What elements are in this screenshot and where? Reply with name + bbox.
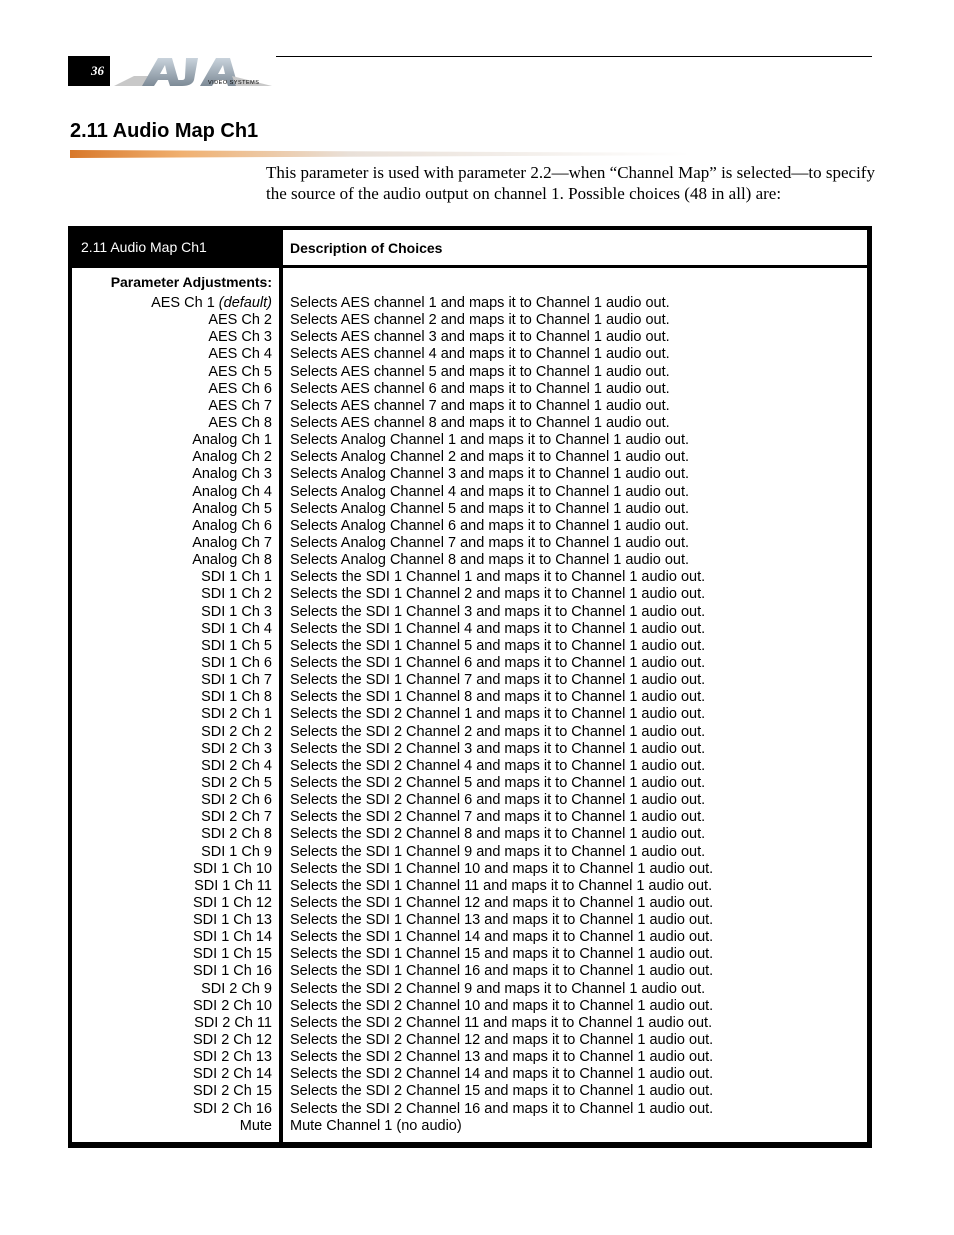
choice-item bbox=[72, 638, 279, 655]
description-item: Selects AES channel 3 and maps it to Channel 1 audio out. bbox=[290, 329, 670, 346]
choice-item bbox=[72, 689, 279, 706]
description-item: Mute Channel 1 (no audio) bbox=[290, 1117, 462, 1134]
description-item: Selects AES channel 4 and maps it to Channel 1 audio out. bbox=[290, 346, 670, 363]
choice-item bbox=[72, 501, 279, 518]
description-item: Selects the SDI 2 Channel 7 and maps it to Channel 1 audio out. bbox=[290, 809, 706, 826]
logo-subtext: VIDEO SYSTEMS bbox=[208, 80, 260, 86]
choice-label: SDI 2 Ch 14 bbox=[193, 1066, 272, 1083]
choice-label: AES Ch 5 bbox=[208, 363, 272, 380]
header-rule bbox=[276, 56, 872, 57]
choice-item bbox=[72, 758, 279, 775]
choice-item bbox=[72, 998, 279, 1015]
choice-label: SDI 1 Ch 16 bbox=[193, 963, 272, 980]
description-item: Selects the SDI 2 Channel 8 and maps it to Channel 1 audio out. bbox=[290, 826, 706, 843]
choice-item bbox=[72, 1083, 279, 1100]
choice-label: Analog Ch 7 bbox=[192, 534, 272, 551]
description-item: Selects the SDI 1 Channel 9 and maps it to Channel 1 audio out. bbox=[290, 843, 706, 860]
choice-label: SDI 2 Ch 5 bbox=[201, 774, 272, 791]
description-item: Selects the SDI 2 Channel 4 and maps it to Channel 1 audio out. bbox=[290, 757, 706, 774]
description-item: Selects Analog Channel 2 and maps it to Channel 1 audio out. bbox=[290, 449, 690, 466]
description-item: Selects the SDI 2 Channel 14 and maps it to Channel 1 audio out. bbox=[290, 1066, 714, 1083]
choice-item bbox=[72, 449, 279, 466]
choice-label: SDI 1 Ch 7 bbox=[201, 672, 272, 689]
description-item: Selects AES channel 7 and maps it to Channel 1 audio out. bbox=[290, 397, 670, 414]
choice-label: SDI 2 Ch 13 bbox=[193, 1049, 272, 1066]
table-header-parameter: 2.11 Audio Map Ch1 bbox=[71, 229, 279, 265]
choice-item bbox=[72, 981, 279, 998]
choice-label: SDI 1 Ch 13 bbox=[193, 912, 272, 929]
description-item: Selects the SDI 2 Channel 6 and maps it to Channel 1 audio out. bbox=[290, 792, 706, 809]
choice-item bbox=[72, 329, 279, 346]
description-item: Selects AES channel 5 and maps it to Channel 1 audio out. bbox=[290, 363, 670, 380]
description-item: Selects AES channel 8 and maps it to Channel 1 audio out. bbox=[290, 414, 670, 431]
choice-item bbox=[72, 861, 279, 878]
choice-item bbox=[72, 535, 279, 552]
description-item: Selects AES channel 2 and maps it to Channel 1 audio out. bbox=[290, 312, 670, 329]
choice-label: SDI 1 Ch 10 bbox=[193, 860, 272, 877]
choice-item bbox=[72, 621, 279, 638]
adjustments-label: Parameter Adjustments: bbox=[110, 274, 272, 290]
choice-item bbox=[72, 844, 279, 861]
description-item: Selects Analog Channel 8 and maps it to Channel 1 audio out. bbox=[290, 552, 690, 569]
description-item: Selects the SDI 2 Channel 15 and maps it to Channel 1 audio out. bbox=[290, 1083, 714, 1100]
description-item: Selects the SDI 1 Channel 8 and maps it to Channel 1 audio out. bbox=[290, 689, 706, 706]
choice-item bbox=[72, 569, 279, 586]
description-item: Selects the SDI 1 Channel 16 and maps it to Channel 1 audio out. bbox=[290, 963, 714, 980]
choice-item bbox=[72, 809, 279, 826]
choice-label: SDI 2 Ch 10 bbox=[193, 997, 272, 1014]
choice-item bbox=[72, 1066, 279, 1083]
choice-label: SDI 1 Ch 5 bbox=[201, 637, 272, 654]
section-title: 2.11 Audio Map Ch1 bbox=[70, 120, 259, 142]
choice-item bbox=[72, 346, 279, 363]
default-note: (default) bbox=[218, 295, 272, 311]
choice-label: SDI 1 Ch 15 bbox=[193, 946, 272, 963]
description-item: Selects the SDI 2 Channel 5 and maps it to Channel 1 audio out. bbox=[290, 774, 706, 791]
description-item: Selects the SDI 1 Channel 15 and maps it to Channel 1 audio out. bbox=[290, 946, 714, 963]
choice-label: SDI 2 Ch 7 bbox=[201, 809, 272, 826]
description-item: Selects Analog Channel 7 and maps it to Channel 1 audio out. bbox=[290, 534, 690, 551]
choice-label: SDI 2 Ch 8 bbox=[201, 826, 272, 843]
choice-item bbox=[72, 1118, 279, 1135]
description-item: Selects the SDI 2 Channel 11 and maps it to Channel 1 audio out. bbox=[290, 1014, 713, 1031]
choice-label: SDI 1 Ch 6 bbox=[201, 654, 272, 671]
choice-label: SDI 1 Ch 9 bbox=[201, 843, 272, 860]
choice-item bbox=[72, 706, 279, 723]
choice-label: AES Ch 7 bbox=[208, 397, 272, 414]
choice-item bbox=[72, 432, 279, 449]
choice-item bbox=[72, 741, 279, 758]
choice-label: SDI 2 Ch 4 bbox=[201, 757, 272, 774]
description-item: Selects the SDI 2 Channel 16 and maps it to Channel 1 audio out. bbox=[290, 1100, 714, 1117]
description-item: Selects AES channel 1 and maps it to Channel 1 audio out. bbox=[290, 295, 670, 311]
choice-item bbox=[72, 484, 279, 501]
choice-label: SDI 2 Ch 15 bbox=[193, 1083, 272, 1100]
choice-label: AES Ch 6 bbox=[208, 380, 272, 397]
page-number: 36 bbox=[68, 56, 110, 86]
choice-item bbox=[72, 364, 279, 381]
choice-label: SDI 1 Ch 1 bbox=[201, 569, 272, 586]
choice-item bbox=[72, 826, 279, 843]
choice-item bbox=[72, 552, 279, 569]
choice-label: SDI 2 Ch 16 bbox=[193, 1100, 272, 1117]
description-item: Selects the SDI 1 Channel 13 and maps it to Channel 1 audio out. bbox=[290, 912, 714, 929]
descriptions-column bbox=[283, 268, 867, 1142]
description-item: Selects AES channel 6 and maps it to Channel 1 audio out. bbox=[290, 380, 670, 397]
choice-label: SDI 1 Ch 14 bbox=[193, 929, 272, 946]
description-item: Selects the SDI 1 Channel 10 and maps it to Channel 1 audio out. bbox=[290, 860, 714, 877]
description-item: Selects the SDI 1 Channel 5 and maps it to Channel 1 audio out. bbox=[290, 637, 706, 654]
choice-label: AES Ch 4 bbox=[208, 346, 272, 363]
choice-item bbox=[72, 312, 279, 329]
choices-column bbox=[72, 268, 279, 1142]
choice-label: SDI 1 Ch 11 bbox=[194, 877, 272, 894]
description-item: Selects the SDI 2 Channel 3 and maps it to Channel 1 audio out. bbox=[290, 740, 706, 757]
choice-item bbox=[72, 1032, 279, 1049]
choice-list bbox=[72, 295, 279, 1135]
description-item: Selects Analog Channel 4 and maps it to Channel 1 audio out. bbox=[290, 483, 690, 500]
title-underline bbox=[70, 150, 690, 158]
description-item: Selects the SDI 2 Channel 10 and maps it to Channel 1 audio out. bbox=[290, 997, 714, 1014]
description-item: Selects the SDI 1 Channel 2 and maps it to Channel 1 audio out. bbox=[290, 586, 706, 603]
choice-item bbox=[72, 775, 279, 792]
choice-item bbox=[72, 929, 279, 946]
choice-item bbox=[72, 878, 279, 895]
description-item: Selects the SDI 1 Channel 1 and maps it to Channel 1 audio out. bbox=[290, 569, 706, 586]
choice-item bbox=[72, 792, 279, 809]
description-item: Selects Analog Channel 6 and maps it to Channel 1 audio out. bbox=[290, 517, 690, 534]
choice-item bbox=[72, 724, 279, 741]
choice-label: SDI 1 Ch 8 bbox=[201, 689, 272, 706]
choice-label: Analog Ch 6 bbox=[192, 517, 272, 534]
description-item: Selects Analog Channel 5 and maps it to Channel 1 audio out. bbox=[290, 500, 690, 517]
choice-item bbox=[72, 586, 279, 603]
choice-item bbox=[72, 1049, 279, 1066]
choice-item bbox=[72, 912, 279, 929]
choice-label: SDI 1 Ch 3 bbox=[201, 603, 272, 620]
choice-item bbox=[72, 398, 279, 415]
choice-label: SDI 1 Ch 4 bbox=[201, 620, 272, 637]
description-item: Selects the SDI 2 Channel 12 and maps it to Channel 1 audio out. bbox=[290, 1032, 714, 1049]
description-item: Selects the SDI 1 Channel 11 and maps it to Channel 1 audio out. bbox=[290, 877, 713, 894]
choice-item bbox=[72, 415, 279, 432]
description-item: Selects the SDI 1 Channel 7 and maps it to Channel 1 audio out. bbox=[290, 672, 706, 689]
choice-label: AES Ch 8 bbox=[208, 414, 272, 431]
description-item: Selects the SDI 1 Channel 6 and maps it to Channel 1 audio out. bbox=[290, 654, 706, 671]
choice-label: Analog Ch 8 bbox=[192, 552, 272, 569]
choice-label: SDI 2 Ch 1 bbox=[201, 706, 272, 723]
choice-label: SDI 1 Ch 2 bbox=[201, 586, 272, 603]
choice-item bbox=[72, 672, 279, 689]
table-header-description: Description of Choices bbox=[283, 230, 867, 265]
choice-label: AES Ch 2 bbox=[208, 312, 272, 329]
choice-label: SDI 1 Ch 12 bbox=[193, 894, 272, 911]
choice-label: AES Ch 3 bbox=[208, 329, 272, 346]
choice-item bbox=[72, 381, 279, 398]
choice-label: Mute bbox=[239, 1117, 272, 1134]
description-item: Selects Analog Channel 3 and maps it to Channel 1 audio out. bbox=[290, 466, 690, 483]
choice-item bbox=[72, 655, 279, 672]
description-item: Selects the SDI 1 Channel 3 and maps it to Channel 1 audio out. bbox=[290, 603, 706, 620]
choice-label: Analog Ch 3 bbox=[192, 466, 272, 483]
description-item: Selects the SDI 1 Channel 14 and maps it to Channel 1 audio out. bbox=[290, 929, 714, 946]
choice-label: Analog Ch 2 bbox=[192, 449, 272, 466]
choice-label: SDI 2 Ch 6 bbox=[201, 792, 272, 809]
choice-label: Analog Ch 4 bbox=[192, 483, 272, 500]
choice-item bbox=[72, 466, 279, 483]
choice-item bbox=[72, 963, 279, 980]
choice-label: SDI 2 Ch 2 bbox=[201, 723, 272, 740]
description-list bbox=[283, 295, 867, 1135]
choice-item bbox=[72, 946, 279, 963]
choice-label: Analog Ch 1 bbox=[192, 432, 272, 449]
choice-label: SDI 2 Ch 12 bbox=[193, 1032, 272, 1049]
description-item: Selects the SDI 2 Channel 2 and maps it to Channel 1 audio out. bbox=[290, 723, 706, 740]
description-item: Selects Analog Channel 1 and maps it to Channel 1 audio out. bbox=[290, 432, 690, 449]
choice-label: Analog Ch 5 bbox=[192, 500, 272, 517]
choice-label: SDI 2 Ch 9 bbox=[201, 980, 272, 997]
choice-label: AES Ch 1 bbox=[151, 295, 215, 311]
choice-label: SDI 2 Ch 11 bbox=[194, 1014, 272, 1031]
choice-label: SDI 2 Ch 3 bbox=[201, 740, 272, 757]
choice-item bbox=[72, 895, 279, 912]
description-item: Selects the SDI 2 Channel 1 and maps it to Channel 1 audio out. bbox=[290, 706, 706, 723]
choice-item bbox=[72, 518, 279, 535]
choice-item bbox=[72, 604, 279, 621]
description-item: Selects the SDI 2 Channel 13 and maps it to Channel 1 audio out. bbox=[290, 1049, 714, 1066]
description-item: Selects the SDI 1 Channel 4 and maps it to Channel 1 audio out. bbox=[290, 620, 706, 637]
choice-item bbox=[72, 1101, 279, 1118]
description-item: Selects the SDI 2 Channel 9 and maps it to Channel 1 audio out. bbox=[290, 980, 706, 997]
description-item: Selects the SDI 1 Channel 12 and maps it to Channel 1 audio out. bbox=[290, 894, 714, 911]
choice-item bbox=[72, 295, 279, 312]
intro-paragraph: This parameter is used with parameter 2.2—when “Channel Map” is selected—to specify the source of the audio output on channel 1. Possible choices (48 in all) are: bbox=[266, 163, 875, 203]
choice-item bbox=[72, 1015, 279, 1032]
parameter-table bbox=[68, 226, 872, 1148]
